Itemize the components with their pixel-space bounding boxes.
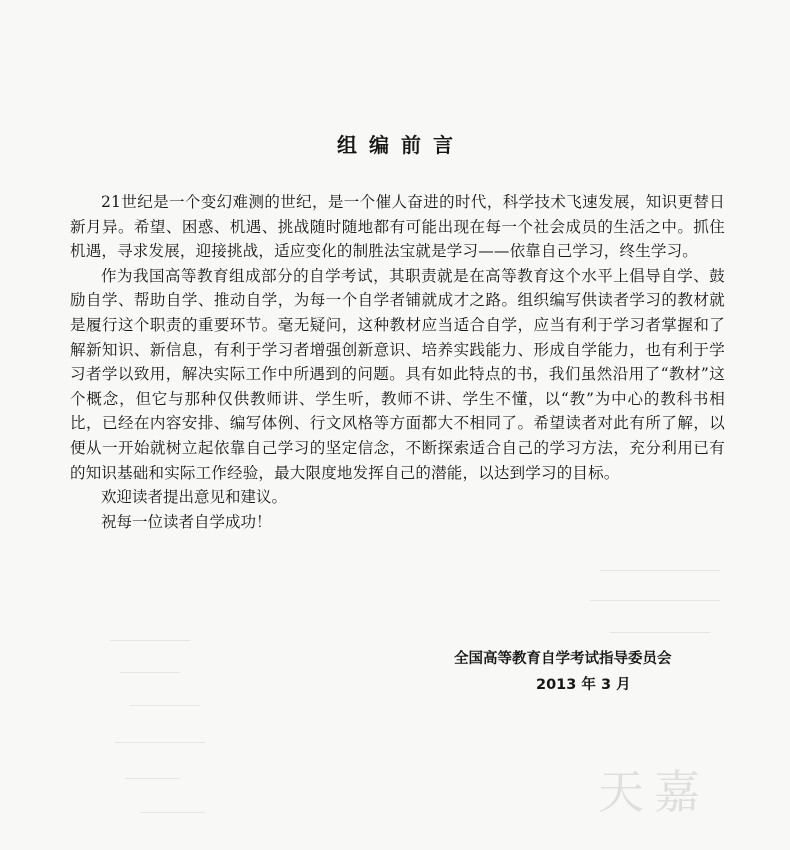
page-title: 组编前言 (337, 133, 465, 158)
bleed-through-line (130, 705, 200, 706)
signature-block (440, 646, 740, 698)
bleed-through-line (140, 812, 205, 813)
bleed-through-line (120, 672, 180, 673)
paragraph: 21世纪是一个变幻难测的世纪，是一个催人奋进的时代，科学技术飞速发展，知识更替日新月异。希望、困惑、机遇、挑战随时随地都有可能出现在每一个社会成员的生活之中。抓住机遇，寻求发展，迎接挑战，适应变化的制胜法宝就是学习——依靠自己学习，终生学习。 (70, 193, 725, 261)
closing-line: 欢迎读者提出意见和建议。 (101, 488, 288, 507)
bleed-through-line (110, 640, 190, 641)
signature-date: 2013 年 3 月 (536, 677, 631, 693)
paragraph: 作为我国高等教育组成部分的自学考试，其职责就是在高等教育这个水平上倡导自学、鼓励自学、帮助自学、推动自学，为每一个自学者铺就成才之路。组织编写供读者学习的教材就是履行这个职责的重要环节。毫无疑问，这种教材应当适合自学，应当有利于学习者掌握和了解新知识、新信息，有利于学习者增强创新意识、培养实践能力、形成自学能力，也有利于学习者学以致用，解决实际工作中所遇到的问题。具有如此特点的书，我们虽然沿用了“教材”这个概念，但它与那种仅供教师讲、学生听，教师不讲、学生不懂，以“教”为中心的教科书相比，已经在内容安排、编写体例、行文风格等方面都大不相同了。希望读者对此有所了解，以便从一开始就树立起依靠自己学习的坚定信念，不断探索适合自己的学习方法，充分利用已有的知识基础和实际工作经验，最大限度地发挥自己的潜能，以达到学习的目标。 (70, 266, 725, 482)
closing-line: 祝每一位读者自学成功！ (101, 512, 272, 531)
bleed-through-line (610, 632, 710, 633)
signature-organization: 全国高等教育自学考试指导委员会 (454, 651, 672, 667)
body-text (70, 190, 725, 534)
bleed-through-line (115, 742, 205, 743)
bleed-through-line (600, 570, 720, 571)
bleed-through-line (590, 600, 720, 601)
bleed-through-line (125, 778, 180, 779)
watermark-text: 天嘉 (598, 765, 710, 819)
